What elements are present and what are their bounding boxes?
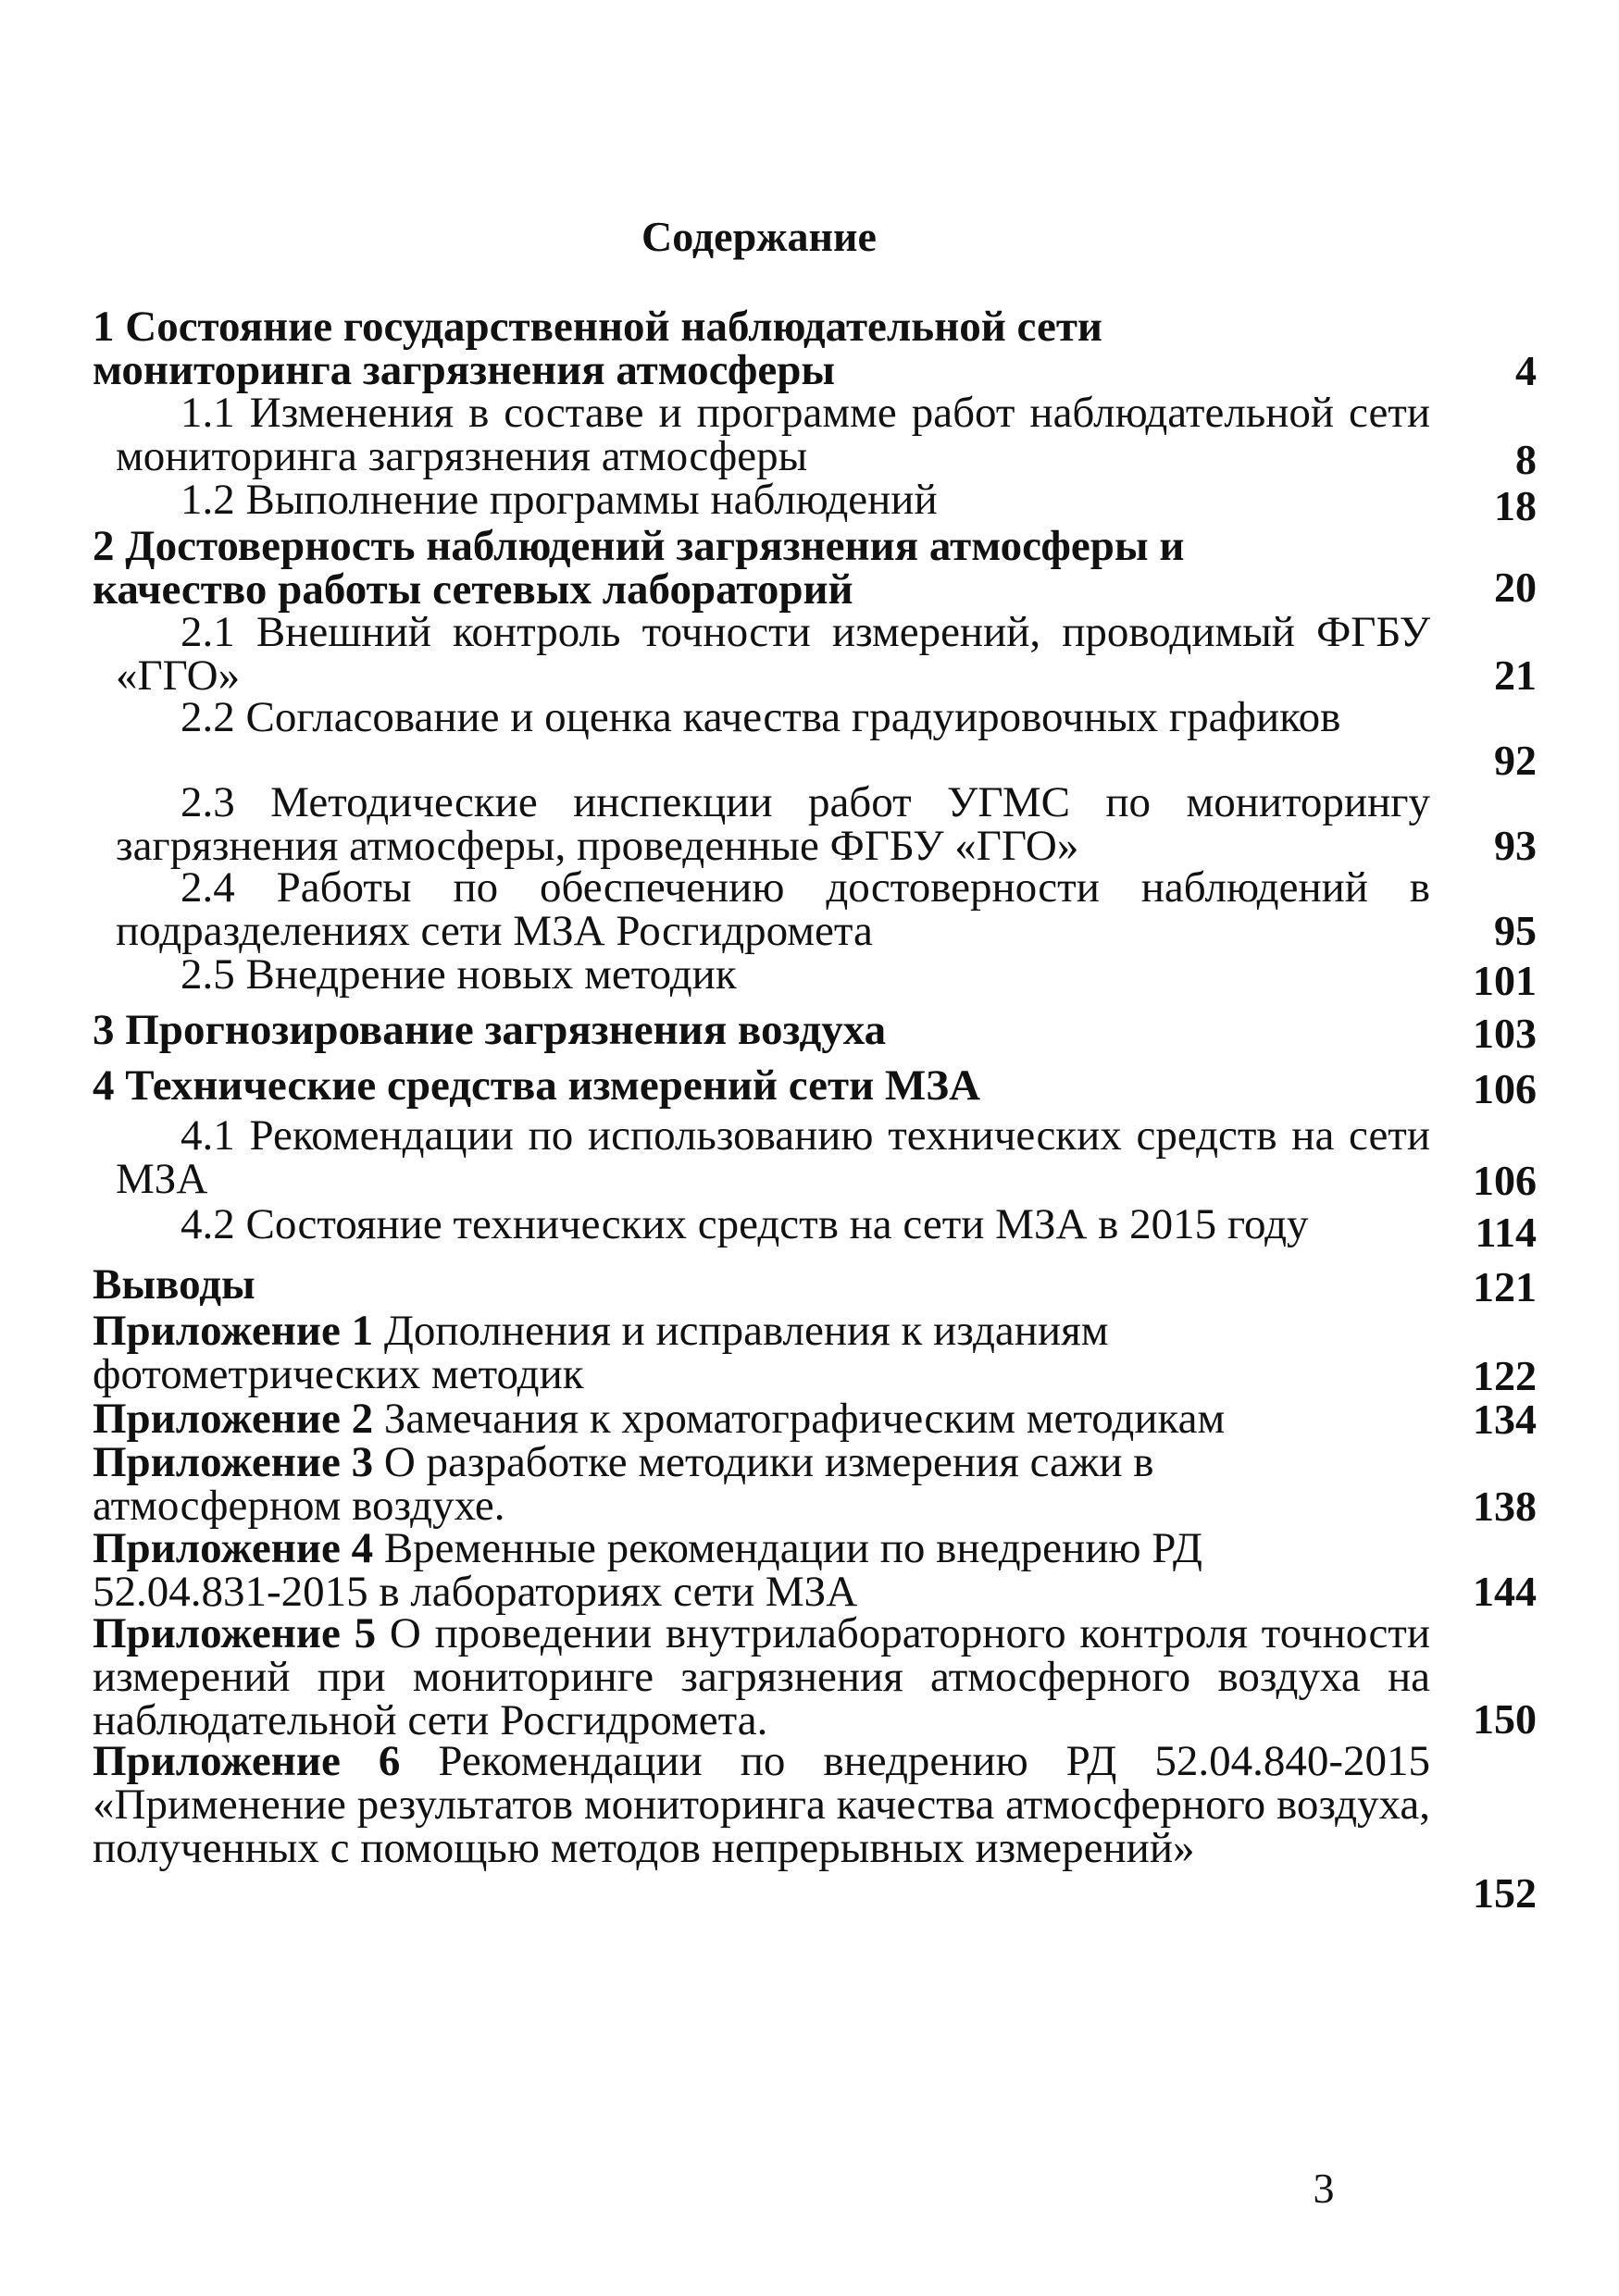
toc-page-number: 101 [1473, 957, 1537, 1004]
toc-page-number: 114 [1475, 1209, 1537, 1256]
toc-entry-text: 2.2 Согласование и оценка качества градуировочных графиков [181, 693, 1341, 741]
toc-entry [93, 522, 1537, 614]
toc-entry-text [93, 1397, 1430, 1441]
toc-page-number: 18 [1494, 482, 1537, 529]
toc-entry [93, 389, 1537, 483]
toc-entry [93, 1111, 1537, 1204]
toc-entry-text: 1.2 Выполнение программы наблюдений [181, 476, 938, 524]
toc-page-number: 21 [1494, 652, 1537, 699]
appendix-title: О проведении внутрилабораторного контроля точности измерений при мониторинге загрязнения атмосферного воздуха на наблюдательной сети Росгидромета. [93, 1609, 1430, 1744]
toc-entry [93, 476, 1537, 529]
toc-entry [93, 863, 1537, 955]
toc-page-number: 152 [1473, 1869, 1537, 1917]
appendix-label: Приложение 2 [93, 1395, 374, 1443]
toc-entry-text: 4 Технические средства измерений сети МЗА [93, 1061, 981, 1110]
toc-entry [93, 778, 1537, 870]
toc-page-number: 8 [1515, 436, 1537, 483]
toc-page-number: 121 [1473, 1263, 1537, 1310]
appendix-label: Приложение 4 [93, 1524, 374, 1572]
toc-entry-text [93, 1737, 1430, 1872]
appendix-title: О разработке методики измерения сажи в атмосферном воздухе. [93, 1438, 1154, 1530]
toc-entry-text: 3 Прогнозирование загрязнения воздуха [93, 1006, 887, 1054]
toc-entry-text [93, 1438, 1250, 1530]
toc-appendix-entry [93, 1524, 1537, 1616]
appendix-title: Замечания к хроматографическим методикам [383, 1395, 1226, 1443]
appendix-title: Временные рекомендации по внедрению РД 52.04.831-2015 в лабораториях сети МЗА [93, 1524, 1202, 1616]
toc-page-number: 122 [1473, 1352, 1537, 1399]
toc-entry [93, 608, 1537, 700]
toc-entry-text: 1 Состояние государственной наблюдательной сети мониторинга загрязнения атмосферы [93, 303, 1102, 394]
toc-entry-text: 4.1 Рекомендации по использованию технических средств на сети МЗА [116, 1111, 1430, 1203]
toc-entry-text: Выводы [93, 1260, 255, 1309]
toc-appendix-entry [93, 1737, 1537, 1917]
toc-appendix-entry [93, 1397, 1537, 1441]
appendix-label: Приложение 1 [93, 1307, 374, 1355]
toc-entry-text: 2.5 Внедрение новых методик [181, 950, 737, 999]
toc-entry [93, 1260, 1537, 1310]
toc-page-number: 106 [1473, 1157, 1537, 1204]
appendix-title: Дополнения и исправления к изданиям фотометрических методик [93, 1307, 1109, 1398]
toc-page-number: 106 [1473, 1065, 1537, 1112]
toc-entry-text: 1.1 Изменения в составе и программе работ наблюдательной сети мониторинга загрязнения атмосферы [116, 389, 1430, 480]
toc-entry-text: 2 Достоверность наблюдений загрязнения атмосферы и качество работы сетевых лабораторий [93, 522, 1185, 614]
toc-entry [93, 950, 1537, 1004]
toc-entry-text: 2.1 Внешний контроль точности измерений, проводимый ФГБУ «ГГО» [116, 608, 1430, 700]
toc-entry [93, 1061, 1537, 1112]
page-number: 3 [1313, 2165, 1335, 2212]
toc-page-number: 20 [1494, 564, 1537, 611]
appendix-label: Приложение 5 [93, 1609, 377, 1657]
toc-entry-text [93, 1309, 1231, 1396]
toc-entry [93, 693, 1537, 784]
toc-appendix-entry [93, 1609, 1537, 1744]
toc-entry-text [93, 1524, 1250, 1616]
appendix-title: Рекомендации по внедрению РД 52.04.840-2015 «Применение результатов мониторинга качества атмосферного воздуха, полученных с помощью методов непрерывных измерений» [93, 1737, 1430, 1872]
toc-page-number: 103 [1473, 1010, 1537, 1057]
toc-page-number: 138 [1473, 1483, 1537, 1530]
toc-entry-text: 4.2 Состояние технических средств на сети МЗА в 2015 году [181, 1200, 1309, 1248]
toc-appendix-entry [93, 1307, 1537, 1399]
toc-page-number: 134 [1473, 1396, 1537, 1443]
toc-page-number: 4 [1515, 347, 1537, 394]
toc-page-number: 93 [1494, 822, 1537, 869]
toc-page-number: 150 [1473, 1695, 1537, 1743]
page-title: Содержание [641, 213, 877, 260]
appendix-label: Приложение 3 [93, 1438, 374, 1486]
toc-entry-text: 2.4 Работы по обеспечению достоверности наблюдений в подразделениях сети МЗА Росгидромета [116, 863, 1430, 955]
toc-page-number: 92 [1494, 737, 1537, 784]
toc-entry [93, 305, 1537, 392]
toc-page-number: 144 [1473, 1568, 1537, 1615]
toc-entry-text: 2.3 Методические инспекции работ УГМС по мониторингу загрязнения атмосферы, проведенные ФГБУ «ГГО» [116, 778, 1430, 870]
toc-entry [93, 1006, 1537, 1057]
toc-page-number: 95 [1494, 907, 1537, 954]
toc-entry-text [93, 1609, 1430, 1744]
appendix-label: Приложение 6 [93, 1737, 401, 1785]
toc-entry [93, 1200, 1537, 1256]
toc-appendix-entry [93, 1438, 1537, 1530]
